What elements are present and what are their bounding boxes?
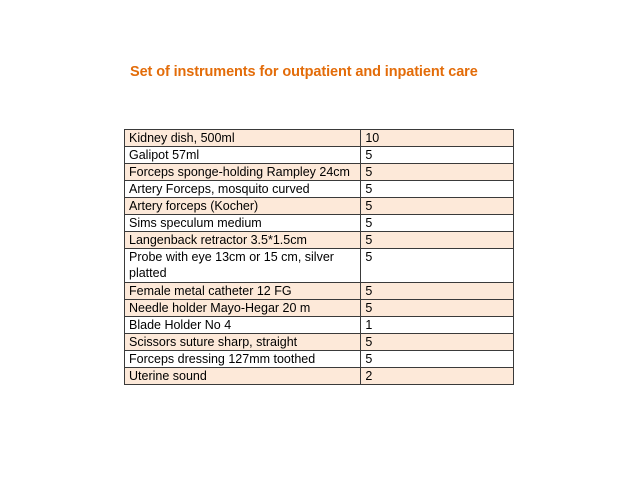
table-row (125, 164, 514, 181)
instrument-name-cell: Probe with eye 13cm or 15 cm, silver platted (125, 249, 361, 283)
instrument-quantity-cell: 5 (361, 181, 514, 198)
table-row (125, 334, 514, 351)
instrument-quantity-cell: 1 (361, 317, 514, 334)
table-row (125, 130, 514, 147)
instrument-name-cell: Artery Forceps, mosquito curved (125, 181, 361, 198)
instrument-name-cell: Blade Holder No 4 (125, 317, 361, 334)
instrument-name-cell: Forceps sponge-holding Rampley 24cm (125, 164, 361, 181)
instrument-name-cell: Scissors suture sharp, straight (125, 334, 361, 351)
instrument-quantity-cell: 5 (361, 283, 514, 300)
instrument-quantity-cell: 2 (361, 368, 514, 385)
table-row (125, 351, 514, 368)
table-row (125, 300, 514, 317)
instrument-quantity-cell: 5 (361, 215, 514, 232)
instrument-name-cell: Kidney dish, 500ml (125, 130, 361, 147)
instrument-name-cell: Needle holder Mayo-Hegar 20 m (125, 300, 361, 317)
instrument-quantity-cell: 5 (361, 249, 514, 283)
instrument-quantity-cell: 5 (361, 198, 514, 215)
instrument-quantity-cell: 5 (361, 351, 514, 368)
instrument-name-cell: Sims speculum medium (125, 215, 361, 232)
instruments-table-body (125, 130, 514, 385)
table-row (125, 181, 514, 198)
instrument-quantity-cell: 5 (361, 164, 514, 181)
instrument-name-cell: Galipot 57ml (125, 147, 361, 164)
instruments-table (124, 129, 514, 385)
slide-title: Set of instruments for outpatient and inpatient care (130, 64, 478, 80)
table-row (125, 198, 514, 215)
table-row (125, 368, 514, 385)
table-row (125, 317, 514, 334)
instrument-name-cell: Uterine sound (125, 368, 361, 385)
instrument-quantity-cell: 5 (361, 334, 514, 351)
table-row (125, 215, 514, 232)
instrument-quantity-cell: 5 (361, 147, 514, 164)
instrument-name-cell: Langenback retractor 3.5*1.5cm (125, 232, 361, 249)
instrument-quantity-cell: 5 (361, 300, 514, 317)
instrument-name-cell: Female metal catheter 12 FG (125, 283, 361, 300)
instrument-quantity-cell: 5 (361, 232, 514, 249)
instrument-name-cell: Artery forceps (Kocher) (125, 198, 361, 215)
instrument-name-cell: Forceps dressing 127mm toothed (125, 351, 361, 368)
instrument-quantity-cell: 10 (361, 130, 514, 147)
table-row (125, 283, 514, 300)
table-row (125, 232, 514, 249)
table-row (125, 147, 514, 164)
table-row (125, 249, 514, 283)
